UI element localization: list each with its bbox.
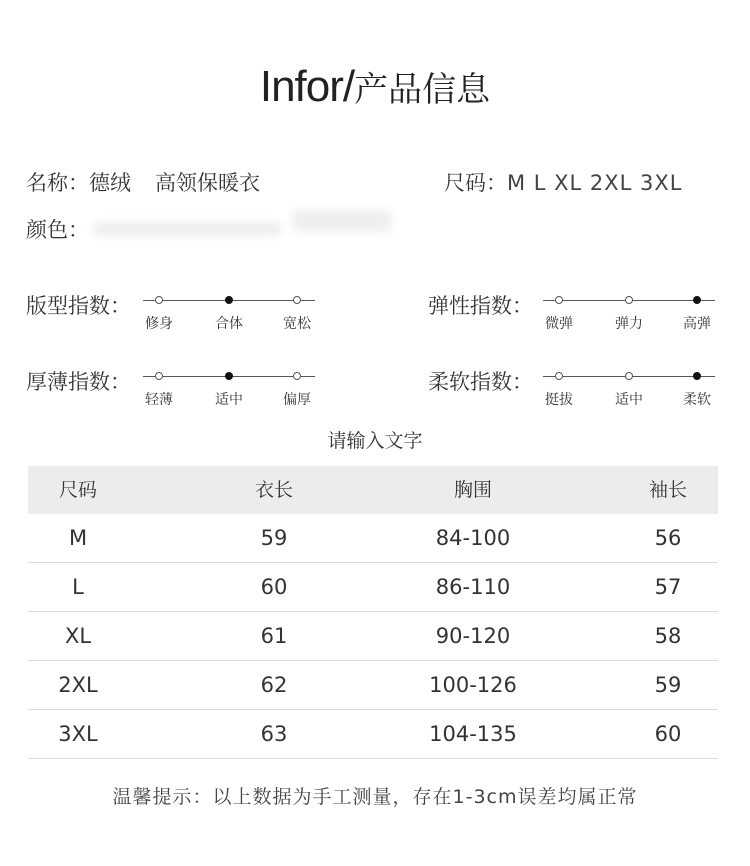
scale-dot (293, 372, 301, 380)
scale-option-label: 适中 (615, 392, 643, 408)
thickness-index-label: 厚薄指数： (26, 370, 131, 394)
table-row (28, 661, 718, 710)
table-cell: 60 (260, 575, 288, 599)
scale-dot (155, 296, 163, 304)
scale-option-label: 合体 (215, 316, 243, 332)
table-row (28, 514, 718, 563)
scale-dot (555, 372, 563, 380)
scale-option-label: 偏厚 (283, 392, 311, 408)
softness-index-label: 柔软指数： (428, 370, 533, 394)
header-sleeve: 袖长 (648, 479, 687, 501)
page-title (0, 62, 750, 112)
table-cell: 63 (260, 722, 288, 746)
name-label: 名称： (26, 171, 89, 195)
product-name-line (26, 167, 260, 197)
scale-option-label: 修身 (145, 316, 173, 332)
elasticity-index-scale (543, 293, 715, 341)
scale-dot (293, 296, 301, 304)
table-body (28, 514, 718, 759)
thickness-index-scale (143, 369, 315, 417)
fit-index-label: 版型指数： (26, 294, 131, 318)
title-en: Infor (259, 62, 343, 111)
size-table (28, 466, 718, 759)
scale-dot (225, 372, 233, 380)
table-cell: 60 (654, 722, 682, 746)
table-row (28, 563, 718, 612)
table-cell: XL (64, 624, 92, 648)
scale-dot (693, 372, 701, 380)
softness-index-scale (543, 369, 715, 417)
placeholder-text: 请输入文字 (327, 430, 423, 452)
name-value-2: 高领保暖衣 (155, 171, 260, 195)
title-cn: 产品信息 (354, 70, 491, 110)
size-line (444, 167, 683, 197)
scale-option-label: 适中 (215, 392, 243, 408)
table-cell: 59 (654, 673, 682, 697)
color-label: 颜色： (26, 218, 89, 242)
table-cell: 86-110 (435, 575, 511, 599)
scale-option-label: 轻薄 (145, 392, 173, 408)
scale-dot (555, 296, 563, 304)
scale-dot (625, 372, 633, 380)
header-length: 衣长 (254, 479, 293, 501)
table-cell: 3XL (58, 722, 98, 746)
table-cell: M (68, 526, 88, 550)
table-cell: 61 (260, 624, 288, 648)
scale-option-label: 微弹 (545, 316, 573, 332)
scale-dot (693, 296, 701, 304)
table-row (28, 612, 718, 661)
table-cell: 90-120 (435, 624, 511, 648)
table-cell: 100-126 (429, 673, 517, 697)
header-size: 尺码 (58, 479, 97, 501)
size-label: 尺码： (444, 171, 507, 195)
scale-option-label: 挺拔 (545, 392, 573, 408)
scale-option-label: 柔软 (683, 392, 711, 408)
fit-index-scale (143, 293, 315, 341)
table-cell: 57 (654, 575, 682, 599)
table-cell: 62 (260, 673, 288, 697)
measurement-tip: 温馨提示：以上数据为手工测量，存在1-3cm误差均属正常 (112, 786, 638, 808)
scale-dot (625, 296, 633, 304)
scale-dot (225, 296, 233, 304)
table-cell: 84-100 (435, 526, 511, 550)
table-cell: 59 (260, 526, 288, 550)
table-cell: 2XL (58, 673, 98, 697)
size-value: M L XL 2XL 3XL (507, 171, 683, 195)
scale-option-label: 高弹 (683, 316, 711, 332)
table-cell: 58 (654, 624, 682, 648)
table-cell: L (72, 575, 84, 599)
table-cell: 56 (654, 526, 682, 550)
scale-option-label: 宽松 (283, 316, 311, 332)
table-cell: 104-135 (429, 722, 517, 746)
blurred-color-text (92, 222, 282, 236)
blurred-color-text-2 (292, 210, 392, 232)
color-line (26, 214, 89, 244)
table-row (28, 710, 718, 759)
title-slash: / (342, 62, 355, 111)
elasticity-index-label: 弹性指数： (428, 294, 533, 318)
table-header (28, 466, 718, 514)
name-value: 德绒 (89, 171, 131, 195)
scale-dot (155, 372, 163, 380)
header-chest: 胸围 (453, 479, 492, 501)
scale-option-label: 弹力 (615, 316, 643, 332)
